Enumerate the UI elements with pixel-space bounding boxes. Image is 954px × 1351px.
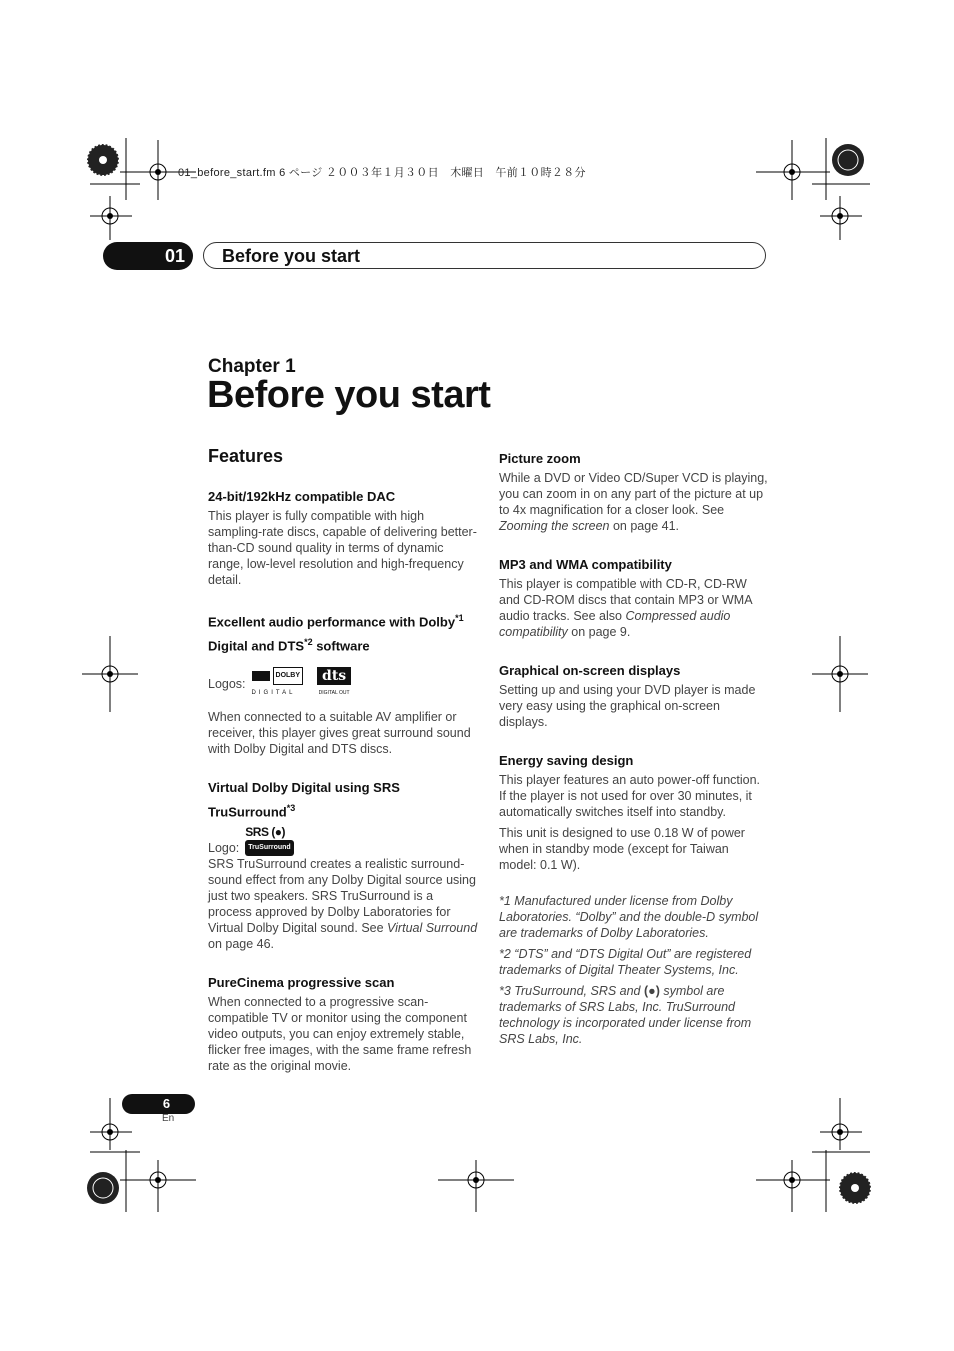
section-body: This player is fully compatible with high sampling-rate discs, capable of delivering better-than-CD sound quality in terms of dynamic range, low-level resolution and high-frequency detail. [208, 509, 477, 587]
section-body: This unit is designed to use 0.18 W of power when in standby mode (except for Taiwan model: 0.1 W). [499, 826, 745, 872]
file-info-line: 01_before_start.fm 6 ページ ２００３年１月３０日 木曜日 午前１０時２８分 [178, 167, 586, 179]
section-body: When connected to a suitable AV amplifier or receiver, this player gives great surround sound with Dolby Digital and DTS discs. [208, 709, 471, 756]
section-energy [499, 750, 769, 873]
running-header-title: Before you start [203, 242, 766, 269]
section-osd [499, 660, 769, 730]
srs-trusurround-logo: SRS (●) TruSurround [245, 824, 293, 856]
right-column [499, 448, 769, 1052]
section-body: While a DVD or Video CD/Super VCD is playing, you can zoom in on any part of the picture at up to 4x magnification for a closer look. See Zooming the screen on page 41. [499, 471, 768, 533]
chapter-number-badge: 01 [103, 242, 193, 270]
section-title: Excellent audio performance with Dolby$^{*1}$ Digital and DTS$^{*2}$ software [208, 613, 464, 654]
logos-row [208, 667, 478, 701]
section-body: This player features an auto power-off function. If the player is not used for over 30 minutes, it automatically switches itself into standby. [499, 773, 761, 819]
srs-symbol-icon: (●) [271, 824, 286, 839]
footnote-1: *1 Manufactured under license from Dolby Laboratories. “Dolby” and the double-D symbol are trademarks of Dolby Laboratories. [499, 894, 759, 940]
footnote-3: *3 TruSurround, SRS and (●) symbol are trademarks of SRS Labs, Inc. TruSurround technology is incorporated under license from SRS Labs, Inc. [499, 984, 752, 1046]
features-heading: Features [208, 446, 284, 466]
section-purecinema [208, 972, 478, 1074]
section-title: Picture zoom [499, 451, 581, 466]
section-body: This player is compatible with CD-R, CD-RW and CD-ROM discs that contain MP3 or WMA audio tracks. See also Compressed audio compatibility on page 9. [499, 577, 752, 639]
section-title: PureCinema progressive scan [208, 974, 395, 990]
page-number-badge: 6 [122, 1094, 195, 1114]
logo-label: Logo: [208, 840, 240, 855]
section-title: MP3 and WMA compatibility [499, 557, 672, 572]
section-title: 24-bit/192kHz compatible DAC [208, 489, 396, 504]
section-title: Energy saving design [499, 753, 634, 768]
section-srs [208, 777, 478, 952]
section-zoom [499, 448, 769, 534]
section-audio [208, 608, 478, 757]
logo-row [208, 824, 478, 856]
section-dac [208, 486, 478, 588]
srs-symbol-icon: (●) [643, 984, 660, 998]
dolby-digital-logo: DOLBY DIGITAL [252, 667, 304, 701]
left-column [208, 448, 478, 1094]
page-title: Before you start [207, 374, 491, 416]
section-title: Graphical on-screen displays [499, 663, 681, 678]
language-label: En [162, 1113, 175, 1124]
dts-logo: dts DIGITAL OUT [318, 667, 350, 696]
section-title: Virtual Dolby Digital using SRS TruSurround$^{*3}$ [208, 779, 400, 819]
logos-label: Logos: [208, 676, 246, 691]
section-body: SRS TruSurround creates a realistic surround-sound effect from any Dolby Digital source using just two speakers. SRS TruSurround is a process approved by Dolby Laboratories for Virtual Dolby Digital sound. See Virtual Surround on page 46. [208, 856, 478, 951]
section-mp3 [499, 554, 769, 640]
footnotes [499, 893, 769, 1047]
chapter-label: Chapter 1 [208, 356, 296, 377]
footnote-2: *2 “DTS” and “DTS Digital Out” are registered trademarks of Digital Theater Systems, Inc. [499, 947, 752, 977]
section-body: Setting up and using your DVD player is made very easy using the graphical on-screen displays. [499, 683, 756, 729]
section-body: When connected to a progressive scan-compatible TV or monitor using the component video outputs, you can enjoy extremely stable, flicker free images, with the same frame refresh rate as the original movie. [208, 994, 472, 1073]
